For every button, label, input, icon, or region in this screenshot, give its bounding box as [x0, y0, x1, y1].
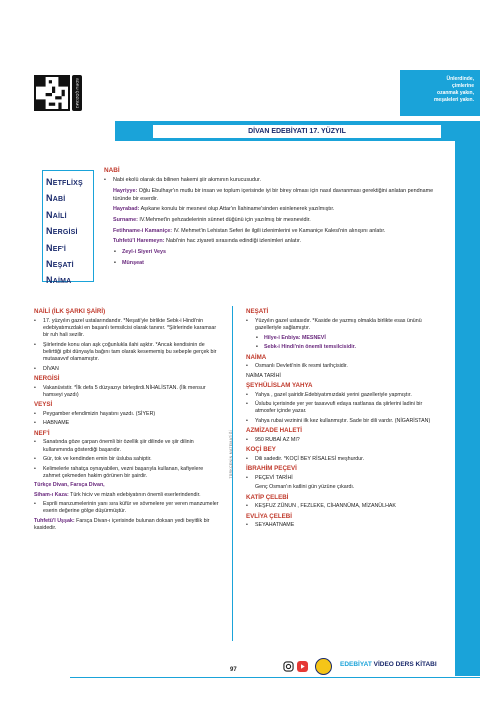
- instagram-icon[interactable]: [283, 661, 294, 672]
- bullet-item: • Nabi ekolü olarak da bilinen hakemi şiir akımının kurucusudur.: [104, 177, 444, 184]
- work-label: Siham-ı Kaza:: [34, 491, 69, 498]
- term-item: NETFLİXŞ: [46, 177, 83, 187]
- work-text: Türk hiciv ve mizah edebiyatının önemli eserlerindendir.: [68, 491, 201, 498]
- section-heading: KATİP ÇELEBİ: [246, 493, 289, 501]
- section-heading: KOÇİ BEY: [246, 446, 276, 454]
- work-label: Fetihname-i Kamaniçe:: [113, 227, 173, 234]
- page-title: DİVAN EDEBİYATI 17. YÜZYIL: [152, 124, 442, 139]
- section-heading: İBRAHİM PEÇEVİ: [246, 465, 297, 473]
- plain-line: Genç Osman'ın katlini gün yüzüne çıkardı.: [255, 484, 355, 491]
- bullet-item: • 950 RUBAİ AZ MI?: [246, 437, 444, 444]
- work-text: Nabi'nin hac ziyareti sırasında edindiği izlenimleri anlatır.: [164, 238, 301, 245]
- work-text: Aşıkane konulu bir mesnevi olup Attar'ın İlahiname'sinden esinlenerek yazılmıştır.: [139, 206, 335, 213]
- top-banner: [400, 70, 480, 116]
- publisher-logo: [315, 658, 332, 675]
- work-text: IV. Mehmet'in Lehistan Seferi ile ilgili izlenimlerini ve Kamaniçe Kalesi'nin alınışını anlatır.: [172, 227, 386, 234]
- bullet-item: • Şiirlerinde konu olan aşk çoğunlukla ilahi aşktır. *Ancak kendisinin de belirttiği gibi dünyayla bağını tam olarak kesememiş bu sebeple gerçek bir mutasavvıf olamamıştır.: [34, 342, 220, 364]
- qr-code[interactable]: [34, 75, 70, 111]
- section-heading: AZMİZADE HALETİ: [246, 427, 303, 435]
- page-number: 97: [230, 667, 237, 673]
- work-label: Surname:: [113, 216, 138, 223]
- work-item: [34, 518, 220, 532]
- left-column: [34, 306, 220, 535]
- work-item: [104, 238, 444, 245]
- work-label: Tuhfetü'l Haremeyn:: [113, 238, 165, 245]
- side-label: TÜRKÇENİN MATEMATİĞİ: [229, 430, 233, 479]
- footer-icons: [283, 658, 332, 675]
- section-heading: ŞEYHÜLİSLAM YAHYA: [246, 382, 313, 389]
- term-item: NABİ: [46, 193, 66, 204]
- bullet-item: • Yahya rubai vezinini ilk kez kullanmıştır. Sade bir dili vardır. (NİGARİSTAN): [246, 418, 444, 425]
- term-box: [42, 170, 94, 286]
- banner-line: meşaleleri yakın.: [433, 97, 474, 103]
- bullet-item: • 17. yüzyılın gazel ustalarındandır. *Neşati'yle birlikte Sebk-i Hindi'nin edebiyatımızdaki en başarılı temsilcisi olarak tanınır. *Şiirlerinde karamsar bir ruh hali sezilir.: [34, 318, 220, 340]
- bullet-item: • KEŞFUZ ZÜNUN , FEZLEKE, CİHANNÜMA, MİZANÜLHAK: [246, 503, 444, 510]
- section-heading: NABİ: [104, 167, 120, 174]
- banner-line: ozanmak yakın,: [437, 90, 474, 96]
- section-heading: NEF'İ: [34, 429, 50, 437]
- bullet-item: • Sanatında göze çarpan önemli bir özellik şiir dilinde ve şiir dilinin kullanımında gösterdiği başarıdır.: [34, 439, 220, 453]
- footer-title-b: VİDEO DERS KİTABI: [371, 661, 437, 668]
- bullet-item: • Esprili manzumelerinin yanı sıra küfür ve sövmelere yer veren manzumeler eserin değerine gölge düşürmüştür.: [34, 501, 220, 515]
- sub-item: • Hilye-i Enbiya: MESNEVİ: [246, 335, 444, 342]
- bullet-item: • Gür, tok ve kendinden emin bir üsluba sahiptir.: [34, 456, 220, 463]
- section-heading: VEYSİ: [34, 401, 53, 409]
- banner-line: Ünlerdinde,: [446, 76, 474, 82]
- term-item: NAİLİ: [46, 209, 67, 220]
- footer-line: [70, 677, 480, 678]
- work-item: [104, 217, 444, 224]
- section-heading: NAİMA: [246, 353, 267, 361]
- work-text: Oğlu Ebulhayr'ın mutlu bir insan ve toplum içerisinde iyi bir birey olması için nasıl davranması gerektiğini anlatan pendname türünde bir eserdir.: [113, 188, 434, 202]
- work-label: Hayrabad:: [113, 206, 140, 213]
- bullet-item: • DİVAN: [34, 366, 220, 373]
- term-item: NEŞATİ: [46, 259, 74, 270]
- section-heading: NERGİSİ: [34, 375, 60, 383]
- work-label: Tuhfetü'l Uşşak:: [34, 517, 75, 524]
- divan-heading: Türkçe Divan, Farsça Divan,: [34, 482, 105, 489]
- side-band: [455, 141, 480, 676]
- bullet-item: • Üslubu içerisinde yer yer tasavvufi edaya rastlansa da şiirlerini ladini bir atmosfer içinde yazar.: [246, 401, 444, 415]
- section-heading: EVLİYA ÇELEBİ: [246, 512, 292, 520]
- term-item: NAİMA: [46, 275, 72, 286]
- work-label: Hayriyye:: [113, 188, 138, 195]
- footer-title: [340, 661, 437, 668]
- term-item: NERGİSİ: [46, 226, 78, 237]
- sub-item: • Sebk-i Hindi'nin önemli temsilcisidir.: [246, 344, 444, 351]
- work-item: [104, 228, 444, 235]
- bullet-item: • HABNAME: [34, 420, 220, 427]
- bullet-item: • Kelimelerle rahatça oynayabilen, vezni başarıyla kullanan, kafiyelere zahmet çekmeden hakim görünen bir şairdir.: [34, 466, 220, 480]
- nabi-section: [104, 167, 444, 270]
- banner-line: çimlerine: [452, 83, 474, 89]
- plain-line: NAİMA TARİHİ: [246, 372, 281, 379]
- right-column: [246, 306, 444, 532]
- work-text: IV.Mehmet'in şehzadelerinin sünnet düğünü için yazılmış bir mesnevidir.: [137, 216, 311, 223]
- bullet-item: • Vakanüvistir. *İlk defa 5 düzyazıyı birleştirdi.NİHALİSTAN. (İlk mensur hamseyi yazdı): [34, 385, 220, 399]
- work-item: [104, 206, 444, 213]
- footer-title-a: EDEBİYAT: [340, 661, 372, 668]
- bullet-item: • Dili sadedir. *KOÇİ BEY RİSALESİ meşhurdur.: [246, 456, 444, 463]
- sub-item: • Zeyl-i Siyeri Veys: [104, 249, 444, 256]
- section-heading: NAİLİ (İLK ŞARKI ŞAİRİ): [34, 308, 106, 316]
- bullet-item: • PEÇEVİ TARİHİ: [246, 475, 444, 482]
- bullet-item: • Peygamber efendimizin hayatını yazdı. (SİYER): [34, 411, 220, 418]
- work-item: [104, 188, 444, 203]
- sub-item: • Münşeat: [104, 260, 444, 267]
- bullet-item: • SEYAHATNAME: [246, 522, 444, 529]
- bullet-item: • Yahya , gazel şairidir.Edebiyatımızdaki yerini gazelleriyle yapmıştır.: [246, 392, 444, 399]
- youtube-icon[interactable]: [297, 661, 308, 672]
- qr-tag: SORU ÇÖZÜMÜ: [72, 75, 82, 111]
- bullet-item: • Yüzyılın gazel ustasıdır. *Kaside de yazmış olmakla birlikte esas ününü gazelleriyle sağlamıştır.: [246, 318, 444, 332]
- work-text: Farsça Divan-ı içerisinde bulunan doksan yedi beyitlik bir kasidedir.: [34, 517, 210, 532]
- section-heading: NEŞATİ: [246, 308, 269, 316]
- bullet-item: • Osmanlı Devleti'nin ilk resmi tarihçisidir.: [246, 363, 444, 370]
- term-item: NEF'İ: [46, 242, 67, 253]
- work-item: [34, 492, 220, 499]
